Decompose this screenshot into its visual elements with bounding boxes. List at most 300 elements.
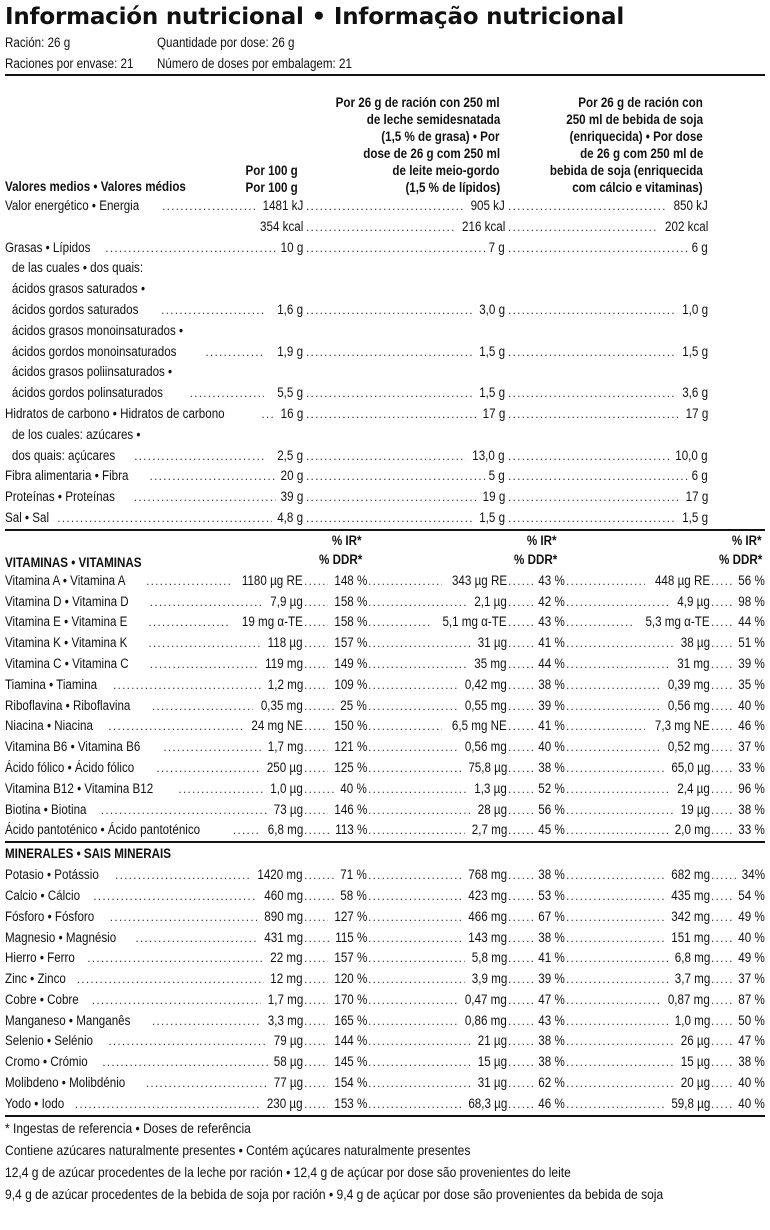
dot-leader [368, 737, 457, 758]
dot-leader [711, 907, 733, 928]
dot-leader [306, 487, 478, 508]
ir-with-soy-drink-text: 50 % [738, 1012, 765, 1028]
value-with-soy-drink [565, 612, 710, 633]
value-with-soy-drink [565, 990, 710, 1011]
table-row [5, 258, 765, 279]
ir-per-100g-text: 149 % [334, 655, 367, 671]
dot-leader [304, 758, 328, 779]
row-label-text: Vitamina B6 • Vitamina B6 [5, 739, 141, 755]
ir-with-milk-text: 38 % [538, 759, 565, 775]
header-with-milk [309, 94, 500, 196]
ir-with-soy-drink [710, 948, 765, 969]
table-row [5, 1052, 765, 1073]
dot-leader [101, 800, 268, 821]
value-with-soy-drink-text: 0,87 mg [668, 991, 710, 1007]
value-with-milk [305, 383, 505, 404]
table-row [5, 342, 765, 363]
ddr-label-pt: % DDR* [718, 551, 762, 567]
table-row [5, 779, 765, 800]
value-with-milk-text: 31 µg [477, 635, 507, 651]
value-with-milk-text: 1,5 g [479, 509, 505, 525]
table-row [5, 633, 765, 654]
dot-leader [108, 716, 242, 737]
ir-per-100g [303, 675, 367, 696]
dot-leader [163, 737, 260, 758]
value-with-soy-drink [565, 716, 710, 737]
header-with-milk-line: de leche semidesnatada [366, 112, 500, 127]
dot-leader [508, 633, 533, 654]
ir-per-100g-text: 71 % [340, 867, 367, 883]
ir-with-milk-text: 41 % [538, 718, 565, 734]
table-row [5, 654, 765, 675]
dot-leader [152, 696, 253, 717]
value-with-soy-drink [565, 928, 710, 949]
row-label-text: Ácido pantoténico • Ácido pantoténico [5, 822, 201, 838]
value-per-100g: 2,5 g [277, 447, 303, 463]
ir-per-100g [303, 820, 367, 841]
mineral-label [5, 948, 303, 969]
value-with-soy-drink [507, 508, 708, 529]
dot-leader [152, 1011, 261, 1032]
dot-leader [508, 716, 533, 737]
ir-per-100g-text: 145 % [334, 1054, 367, 1070]
page-title: Información nutricional • Informação nutricional [5, 4, 625, 30]
dot-leader [711, 990, 733, 1011]
ir-with-milk [507, 969, 565, 990]
dot-leader [108, 1031, 268, 1052]
ir-with-soy-drink [710, 990, 765, 1011]
minerals-table [5, 865, 765, 1115]
value-per-100g: 890 mg [264, 908, 303, 924]
ir-with-soy-drink-text: 37 % [738, 739, 765, 755]
value-with-milk [367, 1011, 507, 1032]
table-row [5, 383, 765, 404]
dot-leader [508, 508, 677, 529]
ir-per-100g-text: 127 % [334, 908, 367, 924]
dot-leader [711, 716, 733, 737]
ir-with-milk-text: 44 % [538, 655, 565, 671]
value-with-soy-drink-text: 1,0 g [682, 301, 708, 317]
dot-leader [508, 696, 533, 717]
value-with-soy-drink [565, 675, 710, 696]
ir-with-milk [507, 779, 565, 800]
footnote-text: 12,4 g de azúcar procedentes de la leche por ración • 12,4 g de açúcar por dose são provenientes do leite [5, 1163, 571, 1180]
row-label-text: Zinc • Zinco [5, 971, 66, 987]
value-per-100g: 118 µg [268, 635, 303, 651]
dot-leader [508, 737, 533, 758]
ir-per-100g [303, 907, 367, 928]
table-row [5, 487, 765, 508]
dot-leader [566, 654, 671, 675]
dot-leader [304, 737, 328, 758]
value-with-soy-drink [565, 779, 710, 800]
ir-with-soy-drink [710, 758, 765, 779]
dot-leader [508, 654, 533, 675]
value-with-soy-drink-text: 6 g [691, 468, 708, 484]
dot-leader [261, 404, 275, 425]
row-label-text: Cromo • Crómio [5, 1054, 88, 1070]
row-label-text: Riboflavina • Riboflavina [5, 697, 131, 713]
ir-per-100g [303, 633, 367, 654]
dot-leader [146, 1073, 268, 1094]
dot-leader [306, 342, 474, 363]
nutrient-label [5, 321, 305, 342]
ir-with-soy-drink [710, 612, 765, 633]
dot-leader [508, 300, 677, 321]
ir-with-milk [507, 612, 565, 633]
footnote [5, 1161, 765, 1183]
value-with-milk [305, 466, 505, 487]
value-per-100g: 1,7 mg [267, 739, 303, 755]
vitamin-label [5, 675, 303, 696]
dot-leader [508, 404, 681, 425]
ir-with-soy-drink-text: 33 % [738, 822, 765, 838]
value-with-soy-drink-text: 26 µg [680, 1033, 710, 1049]
table-row [5, 238, 765, 259]
value-with-soy-drink-text: 0,39 mg [668, 676, 710, 692]
table-row [5, 508, 765, 529]
nutrient-label-text: Valor energético • Energia [5, 198, 140, 213]
ir-with-milk-text: 39 % [538, 697, 565, 713]
ir-with-soy-drink [710, 1052, 765, 1073]
serving-size-pt: Quantidade por dose: 26 g [157, 35, 295, 50]
row-label-text: Biotina • Biotina [5, 801, 87, 817]
value-with-soy-drink [565, 886, 710, 907]
dot-leader [304, 865, 335, 886]
ir-with-milk-text: 62 % [538, 1075, 565, 1091]
ir-per-100g-text: 170 % [334, 991, 367, 1007]
vitamin-label [5, 758, 303, 779]
dot-leader [368, 907, 461, 928]
dot-leader [508, 571, 533, 592]
ir-with-soy-drink [710, 928, 765, 949]
table-row [5, 592, 765, 613]
ir-per-100g [303, 886, 367, 907]
dot-leader [566, 612, 634, 633]
value-with-milk [305, 217, 505, 238]
value-with-soy-drink-text: 2,4 µg [677, 780, 710, 796]
dot-leader [508, 820, 533, 841]
dot-leader [368, 948, 465, 969]
vitamin-label [5, 633, 303, 654]
row-label-text: Molibdeno • Molibdénio [5, 1075, 126, 1091]
dot-leader [711, 1011, 733, 1032]
value-with-milk-text: 2,1 µg [474, 593, 507, 609]
value-per-100g: 4,8 g [277, 509, 303, 525]
dot-leader [711, 779, 733, 800]
vitamins-header [5, 529, 765, 571]
dot-leader [306, 508, 474, 529]
dot-leader [711, 800, 733, 821]
value-with-soy-drink-text: 6 g [691, 239, 708, 255]
dot-leader [304, 1031, 328, 1052]
dot-leader [566, 1073, 675, 1094]
table-row [5, 300, 765, 321]
value-with-soy-drink-text: 448 µg RE [654, 572, 710, 588]
header-with-milk-line: Por 26 g de ración con 250 ml [336, 95, 500, 110]
ir-with-milk-text: 38 % [538, 676, 565, 692]
ir-per-100g-text: 157 % [334, 635, 367, 651]
dot-leader [508, 1031, 533, 1052]
dot-leader [150, 466, 276, 487]
value-with-soy-drink [565, 654, 710, 675]
ir-with-soy-drink [710, 675, 765, 696]
table-row [5, 969, 765, 990]
value-with-soy-drink [507, 487, 708, 508]
value-per-100g: 24 mg NE [251, 718, 303, 734]
value-per-100g: 12 mg [270, 971, 303, 987]
value-with-milk-text: 466 mg [468, 908, 507, 924]
ir-per-100g [303, 1073, 367, 1094]
footnote [5, 1183, 765, 1205]
ir-per-100g [303, 737, 367, 758]
dot-leader [156, 758, 260, 779]
ir-per-100g [303, 800, 367, 821]
row-label-text: Cobre • Cobre [5, 991, 79, 1007]
mineral-label [5, 928, 303, 949]
ir-with-milk-text: 39 % [538, 971, 565, 987]
ir-with-milk [507, 1031, 565, 1052]
dot-leader [566, 633, 675, 654]
vitamin-label [5, 571, 303, 592]
value-with-milk-text: 2,7 mg [471, 822, 507, 838]
ir-with-milk [507, 571, 565, 592]
value-with-milk-text: 0,47 mg [465, 991, 507, 1007]
value-per-100g: 460 mg [264, 887, 303, 903]
dot-leader [508, 758, 533, 779]
dot-leader [304, 990, 328, 1011]
dot-leader [508, 466, 688, 487]
ir-with-soy-drink-text: 54 % [738, 887, 765, 903]
value-with-soy-drink [565, 1052, 710, 1073]
ir-with-soy-drink-text: 34% [741, 867, 765, 883]
header-with-milk-line: (1,5 % de grasa) • Por [381, 129, 500, 144]
value-with-milk [305, 508, 505, 529]
dot-leader [304, 571, 328, 592]
nutrient-label [5, 383, 303, 404]
mineral-label [5, 1011, 303, 1032]
table-row [5, 446, 765, 467]
dot-leader [508, 969, 533, 990]
mineral-label [5, 1052, 303, 1073]
ir-with-soy-drink [710, 800, 765, 821]
nutrient-label-text: Sal • Sal [5, 509, 50, 525]
ir-per-100g-text: 150 % [334, 718, 367, 734]
ir-with-soy-drink-text: 56 % [738, 572, 765, 588]
value-per-100g: 1,6 g [277, 301, 303, 317]
dot-leader [161, 300, 264, 321]
mineral-label [5, 865, 303, 886]
dot-leader [508, 928, 533, 949]
value-with-soy-drink-text: 38 µg [680, 635, 710, 651]
value-per-100g: 1,9 g [277, 343, 303, 359]
row-label-text: Tiamina • Tiamina [5, 676, 98, 692]
value-with-milk-text: 5,8 mg [471, 950, 507, 966]
header-with-soy-drink [525, 94, 703, 196]
value-with-milk-text: 0,42 mg [465, 676, 507, 692]
ir-with-milk [507, 758, 565, 779]
servings-per-pack-row [5, 53, 765, 74]
vitamin-label [5, 800, 303, 821]
value-per-100g: 1,0 µg [270, 780, 303, 796]
value-with-milk [367, 758, 507, 779]
ir-with-milk [507, 592, 565, 613]
value-with-milk-text: 35 mg [474, 655, 507, 671]
dot-leader [233, 820, 261, 841]
ir-with-milk [507, 1052, 565, 1073]
value-per-100g: 39 g [280, 489, 303, 505]
ir-label-es: % IR* [527, 532, 557, 548]
value-with-soy-drink-text: 15 µg [680, 1054, 710, 1070]
value-with-milk-text: 6,5 mg NE [452, 718, 507, 734]
nutrient-label [5, 258, 305, 279]
dot-leader [304, 1073, 328, 1094]
dot-leader [150, 592, 264, 613]
ir-with-soy-drink-text: 49 % [738, 908, 765, 924]
value-with-milk-text: 15 µg [477, 1054, 507, 1070]
dot-leader [148, 612, 231, 633]
nutrient-label [5, 487, 303, 508]
value-per-100g: 19 mg α-TE [242, 614, 303, 630]
ir-with-milk-text: 67 % [538, 908, 565, 924]
value-per-100g: 1,7 mg [267, 991, 303, 1007]
value-with-milk [367, 633, 507, 654]
ir-with-soy-drink [710, 592, 765, 613]
header-row-label [5, 179, 215, 194]
dot-leader [306, 404, 478, 425]
dot-leader [190, 383, 264, 404]
vitamin-label [5, 612, 303, 633]
ir-with-milk-text: 43 % [538, 572, 565, 588]
ir-per-100g-text: 115 % [334, 929, 367, 945]
row-label-text: Ácido fólico • Ácido fólico [5, 759, 135, 775]
nutrient-label [5, 425, 305, 446]
value-with-soy-drink-text: 2,0 mg [674, 822, 710, 838]
ir-with-soy-drink [710, 1073, 765, 1094]
row-label-text: Selenio • Selénio [5, 1033, 93, 1049]
table-row [5, 800, 765, 821]
value-with-soy-drink-text: 202 kcal [664, 218, 708, 234]
row-label-text: Manganeso • Manganês [5, 1012, 131, 1028]
table-row [5, 948, 765, 969]
table-row [5, 675, 765, 696]
dot-leader [566, 571, 645, 592]
value-with-milk-text: 13,0 g [472, 447, 505, 463]
value-per-100g: 1180 µg RE [242, 572, 303, 588]
dot-leader [566, 800, 675, 821]
ir-with-milk-text: 41 % [538, 950, 565, 966]
dot-leader [368, 969, 465, 990]
ir-with-milk [507, 1011, 565, 1032]
ir-header-col2 [507, 531, 557, 569]
header-with-milk-line: de leite meio-gordo [392, 163, 500, 178]
dot-leader [711, 571, 733, 592]
nutrients-table [5, 196, 765, 529]
nutrient-label [5, 342, 303, 363]
nutrient-label-text: ácidos gordos polinsaturados [11, 385, 163, 401]
table-row [5, 612, 765, 633]
ir-per-100g-text: 144 % [334, 1033, 367, 1049]
dot-leader [508, 779, 533, 800]
value-with-soy-drink [507, 196, 708, 217]
value-with-soy-drink-text: 65,0 µg [671, 759, 710, 775]
dot-leader [566, 737, 660, 758]
dot-leader [508, 1011, 533, 1032]
dot-leader [304, 696, 335, 717]
dot-leader [368, 886, 461, 907]
value-with-milk [305, 446, 505, 467]
value-with-milk-text: 3,9 mg [471, 971, 507, 987]
ir-with-soy-drink [710, 969, 765, 990]
servings-per-pack-es: Raciones por envase: 21 [5, 56, 134, 71]
value-with-soy-drink [565, 696, 710, 717]
vitamins-table [5, 571, 765, 841]
dot-leader [711, 948, 733, 969]
dot-leader [711, 675, 733, 696]
value-per-100g: 20 g [280, 468, 303, 484]
header-with-soy-drink-line: bebida de soja (enriquecida [550, 163, 703, 178]
dot-leader [508, 1073, 533, 1094]
value-with-soy-drink-text: 342 mg [671, 908, 710, 924]
ir-per-100g-text: 120 % [334, 971, 367, 987]
value-with-soy-drink-text: 17 g [685, 489, 708, 505]
dot-leader [508, 675, 533, 696]
dot-leader [304, 907, 328, 928]
ir-label-es: % IR* [732, 532, 762, 548]
ir-with-soy-drink-text: 37 % [738, 971, 765, 987]
value-with-soy-drink [507, 404, 708, 425]
ir-with-milk-text: 38 % [538, 867, 565, 883]
dot-leader [566, 758, 664, 779]
value-with-milk [367, 1094, 507, 1115]
value-with-soy-drink-text: 435 mg [671, 887, 710, 903]
value-with-soy-drink [507, 300, 708, 321]
ir-per-100g-text: 109 % [334, 676, 367, 692]
dot-leader [304, 948, 328, 969]
vitamin-label [5, 737, 303, 758]
value-with-milk [367, 820, 507, 841]
value-with-milk-text: 28 µg [477, 801, 507, 817]
dot-leader [508, 886, 533, 907]
ir-with-milk-text: 41 % [538, 635, 565, 651]
dot-leader [105, 238, 275, 259]
value-per-100g: 354 kcal [259, 218, 303, 234]
value-with-milk [367, 969, 507, 990]
table-row [5, 279, 765, 300]
value-with-soy-drink-text: 19 µg [680, 801, 710, 817]
dot-leader [566, 1031, 675, 1052]
ir-with-milk [507, 654, 565, 675]
dot-leader [566, 928, 664, 949]
nutrient-label [5, 196, 303, 217]
dot-leader [566, 1011, 668, 1032]
ir-per-100g [303, 969, 367, 990]
table-row [5, 716, 765, 737]
dot-leader [368, 592, 468, 613]
row-label-text: Niacina • Niacina [5, 718, 93, 734]
value-with-soy-drink-text: 17 g [685, 405, 708, 421]
dot-leader [178, 779, 264, 800]
nutrient-label-text: Proteínas • Proteínas [5, 489, 115, 505]
mineral-label [5, 907, 303, 928]
value-with-milk [305, 196, 505, 217]
value-with-soy-drink-text: 10,0 g [675, 447, 708, 463]
dot-leader [711, 969, 733, 990]
value-with-soy-drink-text: 1,0 mg [674, 1012, 710, 1028]
ir-with-soy-drink-text: 40 % [738, 929, 765, 945]
dot-leader [148, 633, 261, 654]
header-row-label-text: Valores medios • Valores médios [5, 179, 186, 194]
